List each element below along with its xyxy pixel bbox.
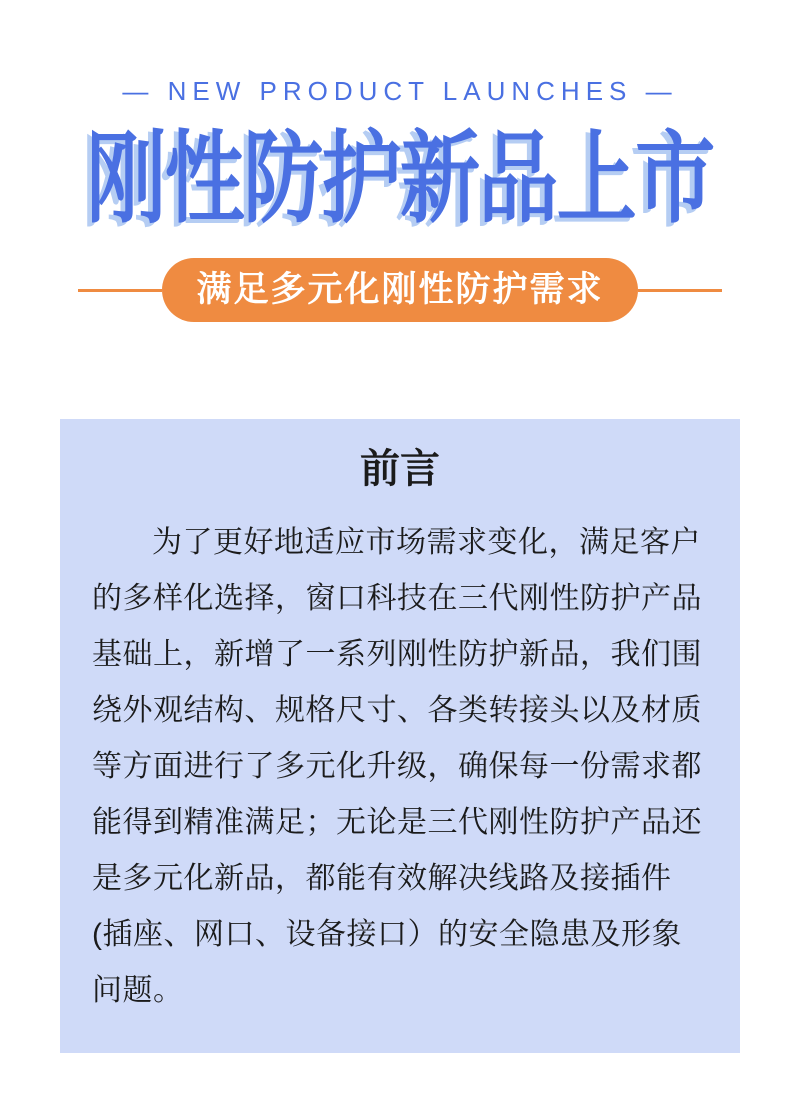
eyebrow-subtitle: — NEW PRODUCT LAUNCHES — [122, 76, 678, 106]
subtitle-banner [0, 258, 800, 322]
preface-paragraph: 为了更好地适应市场需求变化，满足客户的多样化选择，窗口科技在三代刚性防护产品基础上，新增了一系列刚性防护新品，我们围绕外观结构、规格尺寸、各类转接头以及材质等方面进行了多元化升级，确保每一份需求都能得到精准满足；无论是三代刚性防护产品还是多元化新品，都能有效解决线路及接插件(插座、网口、设备接口）的安全隐患及形象问题。 [92, 526, 702, 1007]
banner-line-left [78, 289, 162, 292]
preface-card [60, 419, 740, 1053]
banner-line-right [638, 289, 722, 292]
subtitle-pill: 满足多元化刚性防护需求 [162, 258, 637, 322]
preface-heading: 前言 [360, 447, 440, 491]
page-title: 刚性防护新品上市 [86, 123, 714, 235]
